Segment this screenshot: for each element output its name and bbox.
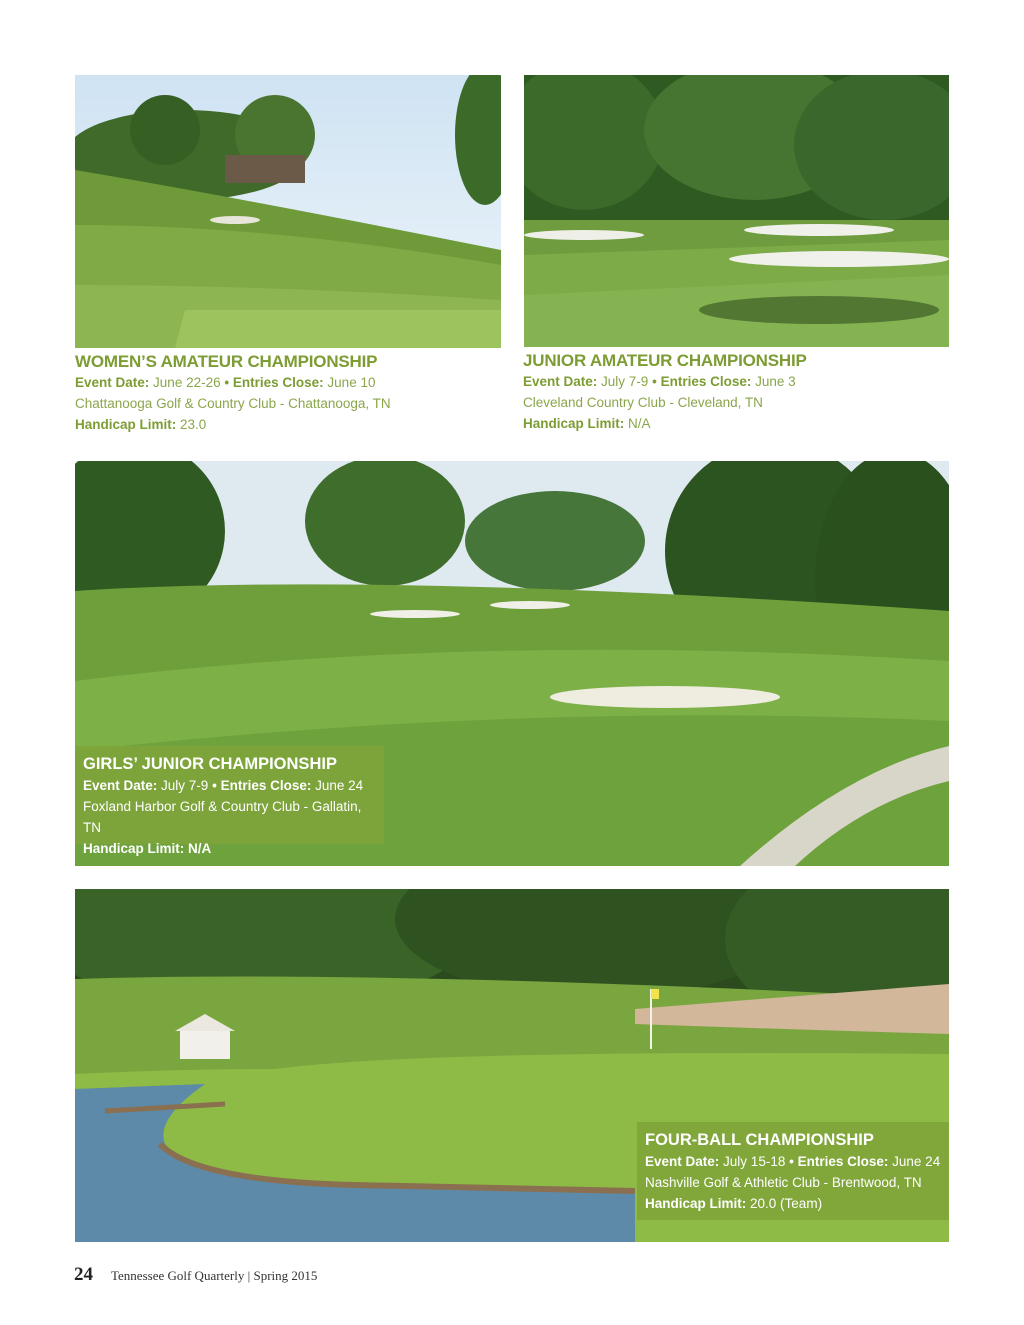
page-number: 24 <box>74 1264 93 1285</box>
handicap-line: Handicap Limit: N/A <box>523 416 651 431</box>
handicap-line: Handicap Limit: 23.0 <box>75 417 207 432</box>
venue: Foxland Harbor Golf & Country Club - Gallatin, TN <box>83 799 362 835</box>
golf-course-image <box>75 75 501 348</box>
venue: Chattanooga Golf & Country Club - Chattanooga, TN <box>75 396 391 411</box>
event-title: JUNIOR AMATEUR CHAMPIONSHIP <box>523 351 807 370</box>
event-title: FOUR-BALL CHAMPIONSHIP <box>645 1131 874 1149</box>
photo-womens-amateur <box>75 75 501 348</box>
event-title: GIRLS’ JUNIOR CHAMPIONSHIP <box>83 755 337 773</box>
caption-girls-junior <box>75 746 384 856</box>
golf-course-image <box>524 75 949 347</box>
caption-junior-amateur <box>523 350 953 434</box>
event-title: WOMEN’S AMATEUR CHAMPIONSHIP <box>75 352 378 371</box>
venue: Nashville Golf & Athletic Club - Brentwood, TN <box>645 1175 922 1190</box>
caption-four-ball <box>637 1122 949 1220</box>
handicap-line: Handicap Limit: 20.0 (Team) <box>645 1196 823 1211</box>
caption-womens-amateur <box>75 351 515 435</box>
photo-junior-amateur <box>524 75 949 347</box>
event-date-line: Event Date: July 7-9 • Entries Close: June 3 <box>523 374 796 389</box>
event-date-line: Event Date: July 15-18 • Entries Close: June 24 <box>645 1154 941 1169</box>
handicap-line: Handicap Limit: N/A <box>83 841 212 856</box>
event-date-line: Event Date: July 7-9 • Entries Close: June 24 <box>83 778 364 793</box>
page-footer <box>74 1264 317 1286</box>
event-date-line: Event Date: June 22-26 • Entries Close: June 10 <box>75 375 376 390</box>
publication-name: Tennessee Golf Quarterly | Spring 2015 <box>111 1268 318 1283</box>
venue: Cleveland Country Club - Cleveland, TN <box>523 395 763 410</box>
